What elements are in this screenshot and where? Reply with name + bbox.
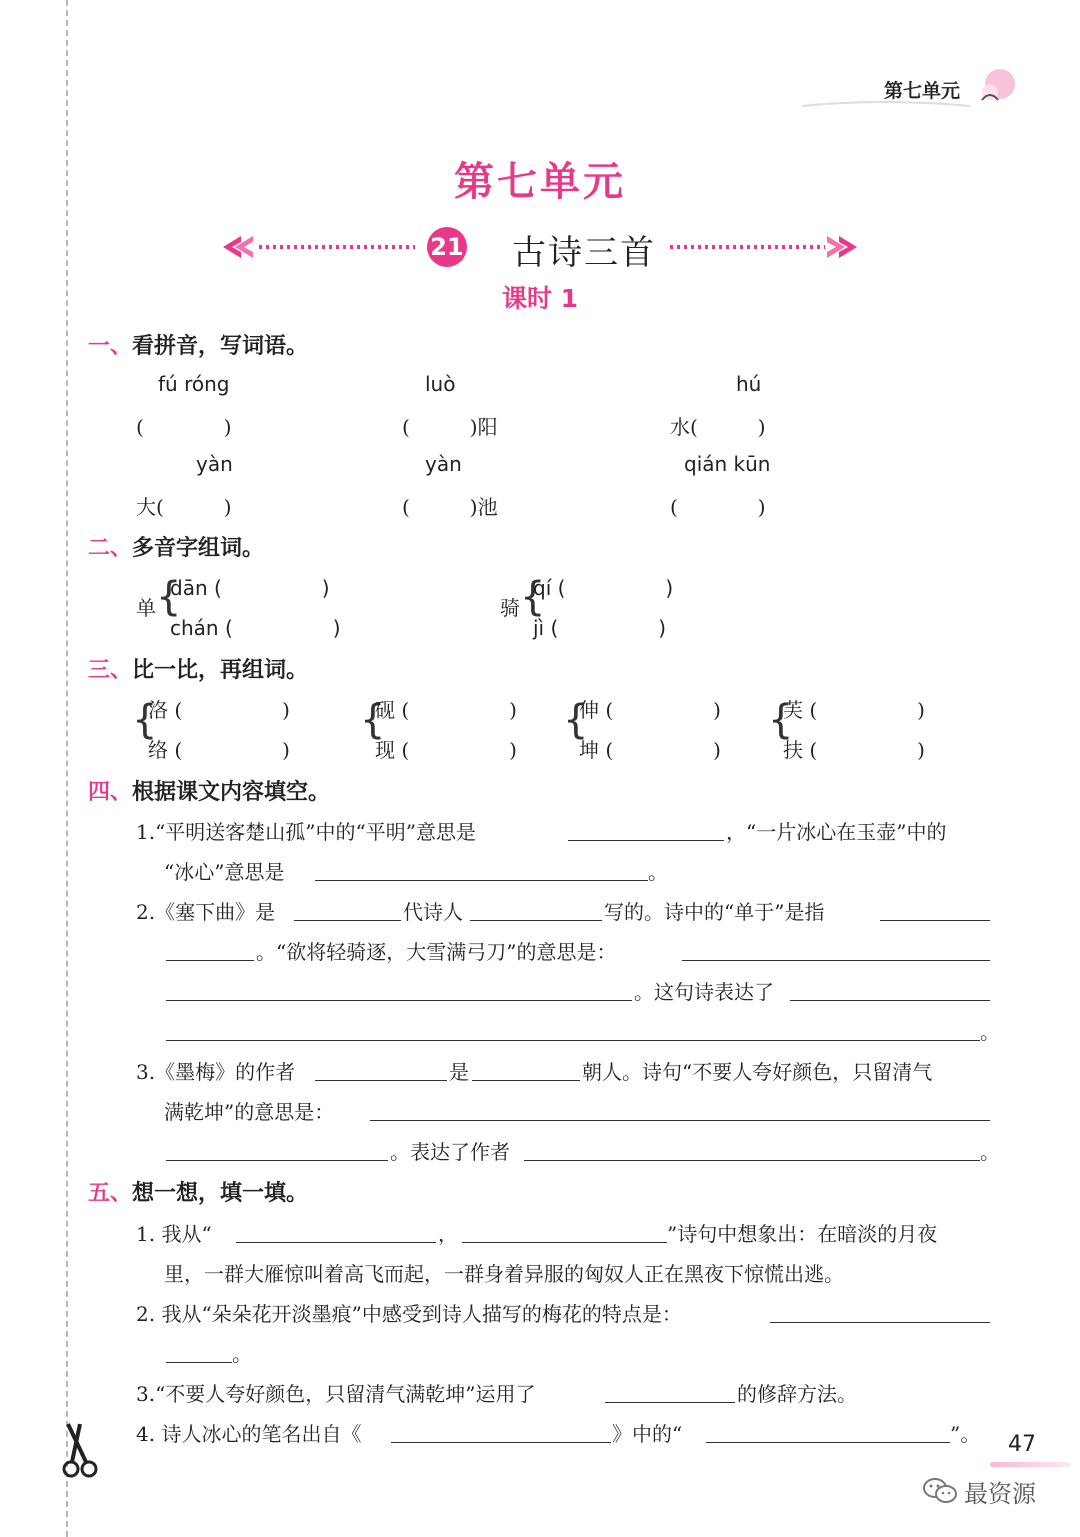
fill-line[interactable] <box>880 920 990 921</box>
fill-line[interactable] <box>472 1080 580 1081</box>
question-text: 3.“不要人夸好颜色，只留清气满乾坤”运用了 <box>136 1382 536 1406</box>
section-1-heading <box>88 329 308 360</box>
pinyin: luò <box>425 372 456 396</box>
brace: { <box>520 574 546 620</box>
question-text: 1.“平明送客楚山孤”中的“平明”意思是 <box>136 820 476 844</box>
scissors-icon <box>60 1422 102 1482</box>
pinyin: fú róng <box>158 372 230 396</box>
answer-blank[interactable]: ( )池 <box>402 495 498 519</box>
answer-blank[interactable]: 扶 ( ) <box>783 738 925 762</box>
section-number: 三、 <box>88 658 133 683</box>
question-text: 里，一群大雁惊叫着高飞而起，一群身着异服的匈奴人正在黑夜下惊慌出逃。 <box>164 1262 844 1286</box>
page-number: 47 <box>1008 1432 1036 1457</box>
section-3-heading <box>88 653 308 684</box>
question-text: 。 <box>980 1140 1000 1164</box>
question-text: 2.《塞下曲》是 <box>136 900 276 924</box>
question-text: 的修辞方法。 <box>737 1382 857 1406</box>
question-text: 3.《墨梅》的作者 <box>136 1060 296 1084</box>
fill-line[interactable] <box>315 880 648 881</box>
pinyin: qián kūn <box>684 452 771 476</box>
fill-line[interactable] <box>370 1120 990 1121</box>
answer-blank[interactable]: jì ( ) <box>533 616 667 640</box>
fill-line[interactable] <box>294 920 401 921</box>
answer-blank[interactable]: 大( ) <box>136 495 232 519</box>
section-title: 看拼音，写词语。 <box>132 334 309 359</box>
fill-line[interactable] <box>315 1080 447 1081</box>
fill-line[interactable] <box>166 1000 632 1001</box>
answer-blank[interactable]: 伸 ( ) <box>579 698 721 722</box>
fill-line[interactable] <box>166 1160 388 1161</box>
question-text: 。表达了作者 <box>390 1140 510 1164</box>
arrow-left-icon <box>223 236 253 258</box>
polyphone-char: 骑 <box>500 596 520 620</box>
answer-blank[interactable]: 水( ) <box>670 415 766 439</box>
answer-blank[interactable]: ( ) <box>670 495 766 519</box>
section-number: 二、 <box>88 536 133 561</box>
watermark: 最资源 <box>964 1480 1036 1508</box>
unit-tag: 第七单元 <box>884 80 961 102</box>
unit-title: 第七单元 <box>454 159 626 205</box>
fill-line[interactable] <box>166 1040 980 1041</box>
pinyin: yàn <box>196 452 233 476</box>
fill-line[interactable] <box>391 1442 611 1443</box>
fill-line[interactable] <box>462 1242 667 1243</box>
section-title: 想一想，填一填。 <box>132 1181 309 1206</box>
section-number: 四、 <box>88 780 133 805</box>
cut-line <box>66 0 68 1537</box>
session-label: 课时 1 <box>501 284 579 313</box>
question-text: ，“一片冰心在玉壶”中的 <box>726 820 947 844</box>
question-text: 2. 我从“朵朵花开淡墨痕”中感受到诗人描写的梅花的特点是： <box>136 1302 682 1326</box>
answer-blank[interactable]: qí ( ) <box>533 576 674 600</box>
fill-line[interactable] <box>166 960 254 961</box>
polyphone-char: 单 <box>136 596 156 620</box>
fill-line[interactable] <box>682 960 990 961</box>
section-number: 五、 <box>88 1181 133 1206</box>
brace: { <box>563 697 589 743</box>
question-text: 满乾坤”的意思是： <box>164 1100 335 1124</box>
answer-blank[interactable]: dān ( ) <box>170 576 330 600</box>
section-title: 多音字组词。 <box>132 536 265 561</box>
question-text: 1. 我从“ <box>136 1222 212 1246</box>
question-text: 朝人。诗句“不要人夸好颜色，只留清气 <box>582 1060 933 1084</box>
section-2-heading <box>88 531 264 562</box>
fill-line[interactable] <box>706 1442 950 1443</box>
wechat-icon <box>922 1476 958 1506</box>
page-number-bar <box>990 1462 1070 1467</box>
section-number: 一、 <box>88 334 133 359</box>
brace: { <box>132 697 158 743</box>
brace: { <box>768 697 794 743</box>
question-text: 。“欲将轻骑逐，大雪满弓刀”的意思是： <box>256 940 617 964</box>
lesson-number-badge: 21 <box>427 227 467 267</box>
answer-blank[interactable]: ( )阳 <box>402 415 498 439</box>
fill-line[interactable] <box>166 1362 232 1363</box>
answer-blank[interactable]: 坤 ( ) <box>579 738 721 762</box>
question-text: 写的。诗中的“单于”是指 <box>604 900 825 924</box>
question-text: ， <box>438 1222 458 1246</box>
question-text: “冰心”意思是 <box>164 860 285 884</box>
answer-blank[interactable]: 芙 ( ) <box>783 698 925 722</box>
fill-line[interactable] <box>790 1000 990 1001</box>
question-text: 。这句诗表达了 <box>634 980 774 1004</box>
answer-blank[interactable]: 现 ( ) <box>375 738 517 762</box>
lesson-title: 古诗三首 <box>512 233 656 273</box>
question-text: 4. 诗人冰心的笔名出自《 <box>136 1422 362 1446</box>
question-text: ”。 <box>950 1422 981 1446</box>
answer-blank[interactable]: ( ) <box>136 415 232 439</box>
brace: { <box>360 697 386 743</box>
question-text: 。 <box>648 860 668 884</box>
section-4-heading <box>88 775 330 806</box>
section-5-heading <box>88 1176 308 1207</box>
answer-blank[interactable]: 洛 ( ) <box>148 698 290 722</box>
fill-line[interactable] <box>770 1322 990 1323</box>
section-title: 根据课文内容填空。 <box>132 780 331 805</box>
answer-blank[interactable]: chán ( ) <box>170 616 341 640</box>
pinyin: yàn <box>425 452 462 476</box>
fill-line[interactable] <box>236 1242 436 1243</box>
pinyin: hú <box>736 372 762 396</box>
question-text: 代诗人 <box>403 900 463 924</box>
question-text: 。 <box>232 1342 252 1366</box>
answer-blank[interactable]: 络 ( ) <box>148 738 290 762</box>
fill-line[interactable] <box>605 1402 735 1403</box>
section-title: 比一比，再组词。 <box>132 658 309 683</box>
brace: { <box>156 574 182 620</box>
fill-line[interactable] <box>568 840 724 841</box>
answer-blank[interactable]: 砚 ( ) <box>375 698 517 722</box>
question-text: 。 <box>980 1020 1000 1044</box>
fill-line[interactable] <box>524 1160 980 1161</box>
question-text: 》中的“ <box>612 1422 683 1446</box>
fill-line[interactable] <box>470 920 602 921</box>
question-text: 是 <box>449 1060 469 1084</box>
arrow-right-icon <box>827 236 857 258</box>
question-text: ”诗句中想象出：在暗淡的月夜 <box>667 1222 938 1246</box>
